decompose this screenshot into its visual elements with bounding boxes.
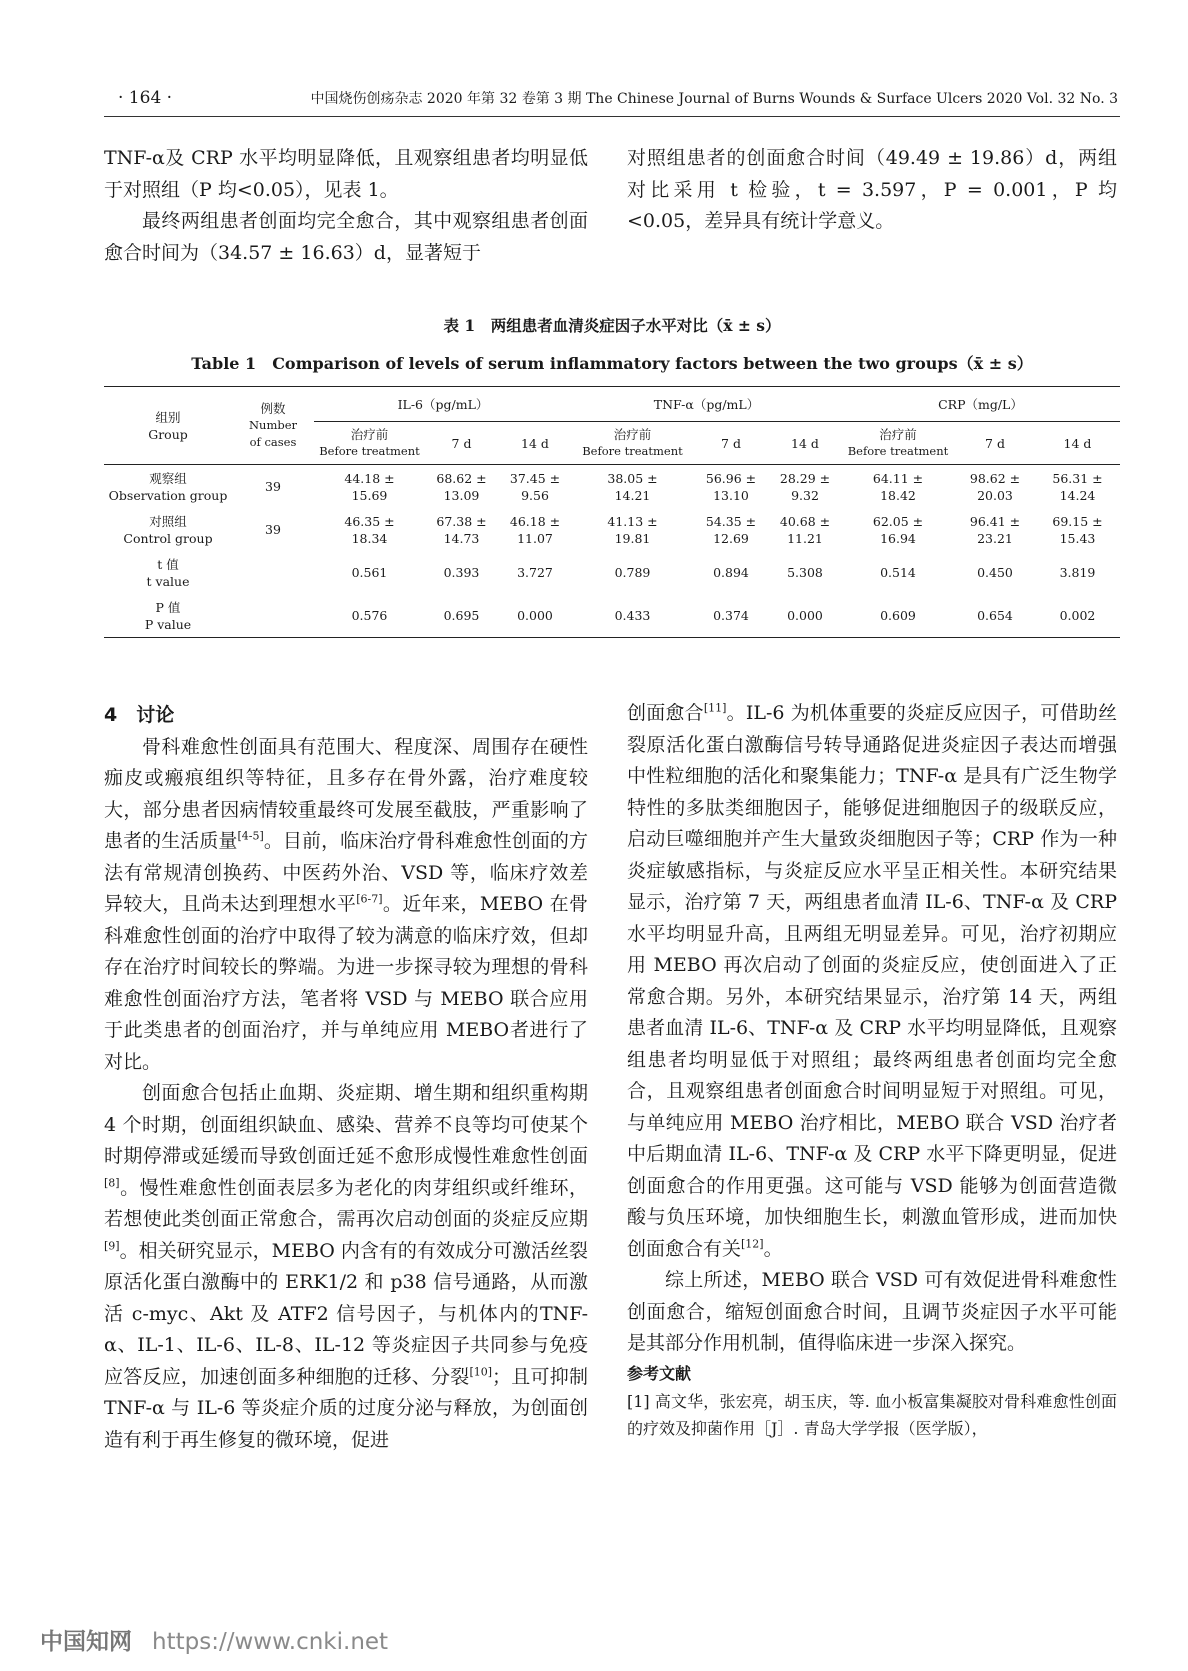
row-label: 对照组 Control group	[123, 513, 213, 546]
cases-cell: 39	[265, 522, 281, 537]
citation: [12]	[741, 1237, 764, 1251]
day14-header: 14 d	[769, 422, 841, 465]
table-caption-en: Table 1 Comparison of levels of serum inflammatory factors between the two groups（x̄ ± s）	[191, 354, 1033, 373]
running-header	[118, 88, 1118, 118]
day14-header: 14 d	[498, 422, 572, 465]
table-cell: 3.819	[1059, 565, 1096, 580]
table-cell: 0.374	[693, 594, 769, 638]
cases-cell	[232, 594, 314, 638]
table-cell: 38.05 ± 14.21	[607, 470, 658, 503]
header-rule	[104, 116, 1120, 117]
row-label: 观察组 Observation group	[108, 470, 228, 503]
table-cell: 0.433	[572, 594, 693, 638]
table-cell: 0.576	[314, 594, 425, 638]
paragraph: 最终两组患者创面均完全愈合，其中观察组患者创面愈合时间为（34.57 ± 16.63）d，显著短于	[104, 210, 588, 264]
cases-cell	[232, 551, 314, 594]
table-cell: 40.68 ± 11.21	[779, 513, 831, 546]
day7-header: 7 d	[693, 422, 769, 465]
cases-header: 例数 Number of cases	[232, 387, 314, 465]
table-cell: 0.000	[769, 594, 841, 638]
table-cell: 44.18 ± 15.69	[344, 470, 395, 503]
table-cell: 3.727	[517, 565, 553, 580]
table-cell: 0.393	[443, 565, 480, 580]
table-cell: 46.35 ± 18.34	[344, 513, 395, 546]
day7-header: 7 d	[425, 422, 498, 465]
table-cell: 69.15 ± 15.43	[1052, 513, 1103, 546]
table-row	[104, 551, 1120, 594]
citation: [8]	[104, 1176, 120, 1190]
table-row	[104, 508, 1120, 551]
table-cell: 64.11 ± 18.42	[872, 470, 924, 503]
inflammatory-factors-table	[104, 386, 1120, 638]
crp-header: CRP（mg/L）	[841, 387, 1120, 422]
cnki-watermark	[40, 1623, 388, 1659]
table-cell: 54.35 ± 12.69	[705, 513, 757, 546]
group-header: 组别 Group	[104, 387, 232, 465]
references-heading: 参考文献	[627, 1363, 692, 1383]
table-cell: 96.41 ± 23.21	[969, 513, 1021, 546]
citation: [9]	[104, 1239, 120, 1253]
top-left-column	[104, 143, 588, 269]
table-cell: 37.45 ± 9.56	[509, 470, 561, 503]
table-cell: 0.561	[351, 565, 388, 580]
cnki-brand: 中国知网	[40, 1629, 132, 1655]
paragraph: 创面愈合包括止血期、炎症期、增生期和组织重构期 4 个时期，创面组织缺血、感染、营养不良等均可使某个时期停滞或延缓而导致创面迁延不愈形成慢性难愈性创面[8]。慢性难愈性创面表层多为老化的肉芽组织或纤维环，若想使此类创面正常愈合，需再次启动创面的炎症反应期[9]。相关研究显示，MEBO 内含有的有效成分可激活丝裂原活化蛋白激酶中的 ERK1/2 和 p38 信号通路，从而激活 c-myc、Akt 及 ATF2 信号因子，与机体内的TNF-α、IL-1、IL-6、IL-8、IL-12 等炎症因子共同参与免疫应答反应，加速创面多种细胞的迁移、分裂[10]；且可抑制 TNF-α 与 IL-6 等炎症介质的过度分泌与释放，为创面创造有利于再生修复的微环境，促进	[104, 1082, 588, 1451]
day7-header: 7 d	[955, 422, 1035, 465]
table-cell: 67.38 ± 14.73	[436, 513, 487, 546]
table-cell: 56.96 ± 13.10	[705, 470, 757, 503]
table-body	[104, 465, 1120, 638]
table-cell: 0.894	[713, 565, 749, 580]
table-cell: 0.654	[955, 594, 1035, 638]
paragraph: 综上所述，MEBO 联合 VSD 可有效促进骨科难愈性创面愈合，缩短创面愈合时间，且调节炎症因子水平可能是其部分作用机制，值得临床进一步深入探究。	[627, 1269, 1117, 1354]
table-cell: 28.29 ± 9.32	[779, 470, 831, 503]
top-right-column	[627, 143, 1117, 238]
day14-header: 14 d	[1035, 422, 1120, 465]
paragraph: TNF-α及 CRP 水平均明显降低，且观察组患者均明显低于对照组（P 均<0.05），见表 1。	[104, 147, 588, 201]
table-cell: 0.609	[841, 594, 955, 638]
table-cell: 0.450	[977, 565, 1013, 580]
journal-title: 中国烧伤创疡杂志 2020 年第 32 卷第 3 期 The Chinese Journal of Burns Wounds & Surface Ulcers 2020 Vol. 32 No. 3	[310, 91, 1118, 107]
citation: [4-5]	[237, 829, 264, 843]
il6-header: IL-6（pg/mL）	[314, 387, 572, 422]
cnki-url: https://www.cnki.net	[152, 1629, 389, 1655]
table-cell: 0.000	[498, 594, 572, 638]
paragraph: 创面愈合[11]。IL-6 为机体重要的炎症反应因子，可借助丝裂原活化蛋白激酶信号转导通路促进炎症因子表达而增强中性粒细胞的活化和聚集能力；TNF-α 是具有广泛生物学特性的多肽类细胞因子，能够促进细胞因子的级联反应，启动巨噬细胞并产生大量致炎细胞因子等；CRP 作为一种炎症敏感指标，与炎症反应水平呈正相关性。本研究结果显示，治疗第 7 天，两组患者血清 IL-6、TNF-α 及 CRP 水平均明显升高，且两组无明显差异。可见，治疗初期应用 MEBO 再次启动了创面的炎症反应，使创面进入了正常愈合期。另外，本研究结果显示，治疗第 14 天，两组患者血清 IL-6、TNF-α 及 CRP 水平均明显降低，且观察组患者均明显低于对照组；最终两组患者创面均完全愈合，且观察组患者创面愈合时间明显短于对照组。可见，与单纯应用 MEBO 治疗相比，MEBO 联合 VSD 治疗者中后期血清 IL-6、TNF-α 及 CRP 水平下降更明显，促进创面愈合的作用更强。这可能与 VSD 能够为创面营造微酸与负压环境，加快细胞生长，刺激血管形成，进而加快创面愈合有关[12]。	[627, 701, 1117, 1260]
table-cell: 56.31 ± 14.24	[1052, 470, 1103, 503]
table-row	[104, 594, 1120, 638]
table-cell: 41.13 ± 19.81	[607, 513, 658, 546]
before-treatment-header: 治疗前 Before treatment	[841, 422, 955, 465]
row-label: t 值 t value	[146, 556, 190, 589]
table-row	[104, 465, 1120, 509]
paragraph: 对照组患者的创面愈合时间（49.49 ± 19.86）d，两组对比采用 t 检验，t = 3.597，P = 0.001，P 均<0.05，差异具有统计学意义。	[627, 147, 1117, 232]
citation: [11]	[703, 701, 727, 715]
citation: [10]	[469, 1365, 493, 1379]
before-treatment-header: 治疗前 Before treatment	[314, 422, 425, 465]
table-cell: 0.695	[425, 594, 498, 638]
table-cell: 46.18 ± 11.07	[509, 513, 561, 546]
table-cell: 0.514	[880, 565, 916, 580]
citation: [6-7]	[356, 892, 383, 906]
tnf-header: TNF-α（pg/mL）	[572, 387, 841, 422]
before-treatment-header: 治疗前 Before treatment	[572, 422, 693, 465]
cases-cell: 39	[265, 479, 281, 494]
table-cell: 5.308	[787, 565, 823, 580]
table-cell: 62.05 ± 16.94	[872, 513, 924, 546]
table-cell: 0.002	[1035, 594, 1120, 638]
table-caption-zh: 表 1 两组患者血清炎症因子水平对比（x̄ ± s）	[443, 316, 781, 335]
bottom-left-column	[104, 700, 588, 1456]
bottom-right-column	[627, 698, 1117, 1442]
section-heading: 4 讨论	[104, 704, 175, 726]
page-number: · 164 ·	[118, 88, 173, 108]
table-cell: 98.62 ± 20.03	[969, 470, 1021, 503]
paragraph: 骨科难愈性创面具有范围大、程度深、周围存在硬性痂皮或瘢痕组织等特征，且多存在骨外露，治疗难度较大，部分患者因病情较重最终可发展至截肢，严重影响了患者的生活质量[4-5]。目前，临床治疗骨科难愈性创面的方法有常规清创换药、中医药外治、VSD 等，临床疗效差异较大，且尚未达到理想水平[6-7]。近年来，MEBO 在骨科难愈性创面的治疗中取得了较为满意的临床疗效，但却存在治疗时间较长的弊端。为进一步探寻较为理想的骨科难愈性创面治疗方法，笔者将 VSD 与 MEBO 联合应用于此类患者的创面治疗，并与单纯应用 MEBO者进行了对比。	[104, 735, 588, 1073]
reference-item: [1] 高文华，张宏亮，胡玉庆，等. 血小板富集凝胶对骨科难愈性创面的疗效及抑菌作用［J］. 青岛大学学报（医学版），	[627, 1391, 1117, 1438]
table-cell: 0.789	[614, 565, 651, 580]
row-label: P 值 P value	[104, 594, 232, 638]
table-cell: 68.62 ± 13.09	[436, 470, 487, 503]
